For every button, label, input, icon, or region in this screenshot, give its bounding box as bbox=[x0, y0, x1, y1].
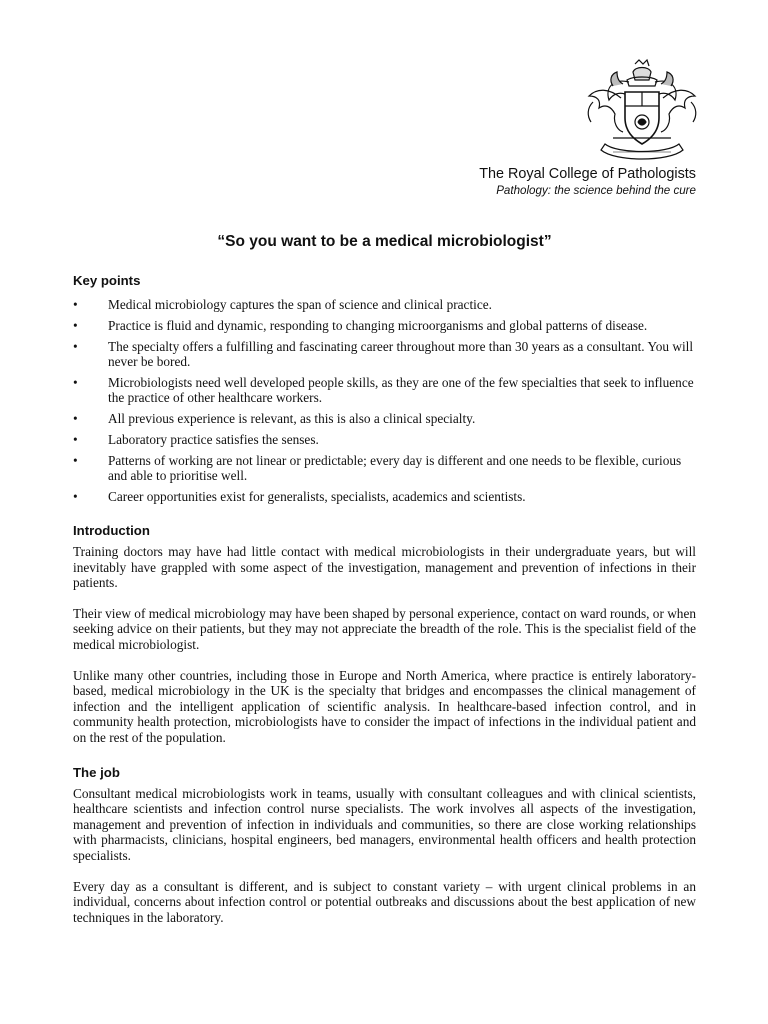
introduction-paragraph: Training doctors may have had little contact with medical microbiologists in their undergraduate years, but will inevitably have grappled with some aspect of the investigation, management and prevention of infections in their patients. bbox=[73, 544, 696, 591]
key-point-text: All previous experience is relevant, as this is also a clinical specialty. bbox=[108, 411, 476, 426]
bullet-icon: • bbox=[73, 375, 78, 390]
key-point-text: Laboratory practice satisfies the senses. bbox=[108, 432, 319, 447]
key-point-text: Microbiologists need well developed people skills, as they are one of the few specialties that seek to influence the practice of other healthcare workers. bbox=[108, 375, 694, 405]
organisation-tagline: Pathology: the science behind the cure bbox=[496, 184, 696, 197]
key-point-item bbox=[73, 489, 696, 504]
key-points-heading: Key points bbox=[73, 273, 141, 288]
key-point-item bbox=[73, 453, 696, 483]
key-point-item bbox=[73, 375, 696, 405]
document-title: “So you want to be a medical microbiologist” bbox=[217, 233, 552, 250]
document-page bbox=[73, 0, 696, 1024]
key-point-item bbox=[73, 297, 696, 312]
bullet-icon: • bbox=[73, 297, 78, 312]
bullet-icon: • bbox=[73, 339, 78, 354]
bullet-icon: • bbox=[73, 432, 78, 447]
introduction-heading: Introduction bbox=[73, 523, 150, 538]
bullet-icon: • bbox=[73, 318, 78, 333]
introduction-paragraph: Their view of medical microbiology may have been shaped by personal experience, contact on ward rounds, or when seeking advice on their patients, but they may not appreciate the breadth of the role. This is the specialist field of the medical microbiologist. bbox=[73, 605, 696, 652]
the-job-paragraph: Consultant medical microbiologists work in teams, usually with consultant colleagues and with clinical scientists, healthcare scientists and infection control nurse specialists. The work involves all aspects of the investigation, management and prevention of infection in individuals and communities, so there are close working relationships with pharmacists, clinicians, hospital engineers, bed managers, environmental health officers and health protection specialists. bbox=[73, 785, 696, 863]
document-body bbox=[73, 272, 696, 940]
key-point-text: The specialty offers a fulfilling and fascinating career throughout more than 30 years as a consultant. You will never be bored. bbox=[108, 339, 694, 369]
key-point-text: Practice is fluid and dynamic, responding to changing microorganisms and global patterns of disease. bbox=[108, 318, 648, 333]
key-points-list bbox=[73, 297, 696, 504]
key-point-item bbox=[73, 432, 696, 447]
key-point-text: Patterns of working are not linear or predictable; every day is different and one needs to be flexible, curious and able to prioritise well. bbox=[108, 453, 682, 483]
key-point-text: Career opportunities exist for generalists, specialists, academics and scientists. bbox=[108, 489, 526, 504]
key-point-item bbox=[73, 411, 696, 426]
the-job-paragraph: Every day as a consultant is different, and is subject to constant variety – with urgent clinical problems in an individual, concerns about infection control or potential outbreaks and discussions about the best application of new techniques in the laboratory. bbox=[73, 878, 696, 925]
key-point-item bbox=[73, 339, 696, 369]
bullet-icon: • bbox=[73, 411, 78, 426]
key-point-text: Medical microbiology captures the span of science and clinical practice. bbox=[108, 297, 492, 312]
the-job-heading: The job bbox=[73, 764, 120, 780]
introduction-paragraph: Unlike many other countries, including those in Europe and North America, where practice is entirely laboratory-based, medical microbiology in the UK is the specialty that bridges and encompasses the clinical management of infection and the intelligent application of scientific analysis. In healthcare-based infection control, and in community health protection, microbiologists have to consider the impact of infections in the individual patient and on the rest of the population. bbox=[73, 667, 696, 745]
bullet-icon: • bbox=[73, 453, 78, 468]
organisation-block bbox=[479, 166, 696, 198]
key-point-item bbox=[73, 318, 696, 333]
bullet-icon: • bbox=[73, 489, 78, 504]
royal-college-coat-of-arms-icon bbox=[583, 58, 701, 164]
organisation-name: The Royal College of Pathologists bbox=[479, 166, 696, 182]
